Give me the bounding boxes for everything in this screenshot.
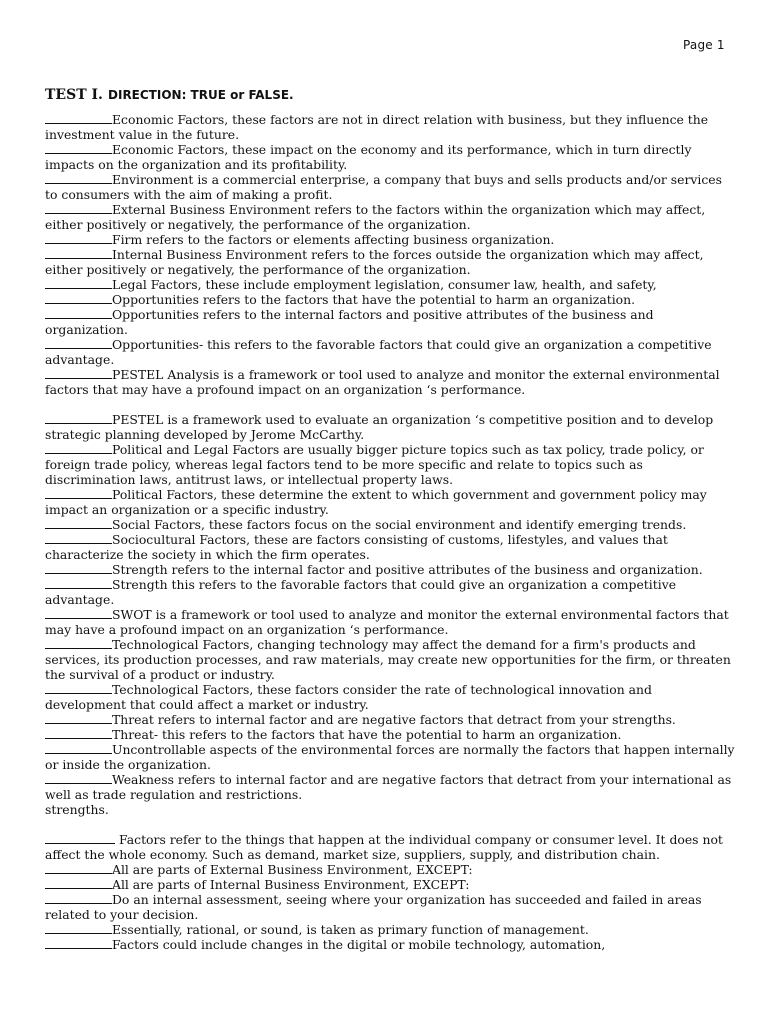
answer-blank[interactable]	[45, 727, 112, 739]
question-text: Legal Factors, these include employment legislation, consumer law, health, and safety,	[112, 277, 657, 292]
question-text: PESTEL Analysis is a framework or tool used to analyze and monitor the external environmental factors that may have a profound impact on an organization ‘s performance.	[45, 367, 720, 397]
question-item	[45, 712, 735, 727]
question-text: Strength this refers to the favorable factors that could give an organization a competitive advantage.	[45, 577, 677, 607]
question-item	[45, 577, 735, 607]
question-text: Strength refers to the internal factor and positive attributes of the business and organization.	[112, 562, 703, 577]
question-text: Sociocultural Factors, these are factors consisting of customs, lifestyles, and values that characterize the society in which the firm operates.	[45, 532, 668, 562]
question-item	[45, 682, 735, 712]
question-item	[45, 247, 735, 277]
question-text: PESTEL is a framework used to evaluate an organization ‘s competitive position and to develop strategic planning developed by Jerome McCarthy.	[45, 412, 714, 442]
answer-blank[interactable]	[45, 172, 112, 184]
answer-blank[interactable]	[45, 232, 112, 244]
question-item	[45, 802, 735, 817]
question-item	[45, 367, 735, 397]
question-text: All are parts of Internal Business Environment, EXCEPT:	[112, 877, 470, 892]
answer-blank[interactable]	[45, 862, 112, 874]
question-text: Weakness refers to internal factor and are negative factors that detract from your international as well as trade regulation and restrictions.	[45, 772, 732, 802]
answer-blank[interactable]	[45, 562, 112, 574]
question-text: Economic Factors, these factors are not in direct relation with business, but they influence the investment value in the future.	[45, 112, 709, 142]
question-item	[45, 727, 735, 742]
question-text: Threat- this refers to the factors that have the potential to harm an organization.	[112, 727, 622, 742]
answer-blank[interactable]	[45, 142, 112, 154]
answer-blank[interactable]	[45, 922, 112, 934]
question-text: Political Factors, these determine the extent to which government and government policy may impact an organization or a specific industry.	[45, 487, 707, 517]
question-item	[45, 307, 735, 337]
question-text: Economic Factors, these impact on the economy and its performance, which in turn directly impacts on the organization and its profitability.	[45, 142, 692, 172]
question-item	[45, 862, 735, 877]
page-number: Page 1	[683, 38, 725, 52]
answer-blank[interactable]	[45, 337, 112, 349]
answer-blank[interactable]	[45, 712, 112, 724]
question-item	[45, 772, 735, 802]
question-text: SWOT is a framework or tool used to analyze and monitor the external environmental factors that may have a profound impact on an organization ‘s performance.	[45, 607, 729, 637]
question-item	[45, 532, 735, 562]
question-item	[45, 487, 735, 517]
question-text: Environment is a commercial enterprise, a company that buys and sells products and/or services to consumers with the aim of making a profit.	[45, 172, 722, 202]
question-item	[45, 562, 735, 577]
question-text: Factors could include changes in the digital or mobile technology, automation,	[112, 937, 606, 952]
answer-blank[interactable]	[45, 412, 112, 424]
question-text: Essentially, rational, or sound, is taken as primary function of management.	[112, 922, 589, 937]
question-item	[45, 637, 735, 682]
question-item	[45, 607, 735, 637]
question-item	[45, 877, 735, 892]
question-text: Firm refers to the factors or elements affecting business organization.	[112, 232, 555, 247]
answer-blank[interactable]	[45, 442, 112, 454]
question-list	[45, 112, 735, 952]
answer-blank[interactable]	[45, 307, 112, 319]
question-item	[45, 412, 735, 442]
question-text: Social Factors, these factors focus on the social environment and identify emerging trends.	[112, 517, 687, 532]
question-text: Opportunities refers to the internal factors and positive attributes of the business and organization.	[45, 307, 654, 337]
question-text: strengths.	[45, 802, 109, 817]
answer-blank[interactable]	[45, 637, 112, 649]
question-text: Uncontrollable aspects of the environmental forces are normally the factors that happen internally or inside the organization.	[45, 742, 735, 772]
answer-blank[interactable]	[45, 772, 112, 784]
question-item	[45, 922, 735, 937]
question-text: Internal Business Environment refers to the forces outside the organization which may affect, either positively or negatively, the performance of the organization.	[45, 247, 704, 277]
question-item	[45, 172, 735, 202]
question-text: Threat refers to internal factor and are negative factors that detract from your strengths.	[112, 712, 676, 727]
question-text: All are parts of External Business Environment, EXCEPT:	[112, 862, 473, 877]
question-item	[45, 232, 735, 247]
test-direction: DIRECTION: TRUE or FALSE.	[108, 88, 294, 102]
question-item	[45, 277, 735, 292]
question-item	[45, 112, 735, 142]
question-text: External Business Environment refers to the factors within the organization which may affect, either positively or negatively, the performance of the organization.	[45, 202, 706, 232]
answer-blank[interactable]	[45, 877, 112, 889]
question-item	[45, 937, 735, 952]
answer-blank[interactable]	[45, 292, 112, 304]
answer-blank[interactable]	[45, 607, 112, 619]
test-heading	[45, 84, 294, 103]
answer-blank[interactable]	[45, 367, 112, 379]
answer-blank[interactable]	[45, 532, 112, 544]
test-title: TEST I.	[45, 87, 103, 103]
answer-blank[interactable]	[45, 832, 115, 844]
question-item	[45, 337, 735, 367]
question-item	[45, 292, 735, 307]
question-text: Factors refer to the things that happen at the individual company or consumer level. It does not affect the whole economy. Such as demand, market size, suppliers, supply, and distribution chain.	[45, 832, 723, 862]
question-text: Do an internal assessment, seeing where your organization has succeeded and failed in areas related to your decision.	[45, 892, 702, 922]
question-item	[45, 892, 735, 922]
answer-blank[interactable]	[45, 577, 112, 589]
answer-blank[interactable]	[45, 892, 112, 904]
question-text: Technological Factors, changing technology may affect the demand for a firm's products and services, its production processes, and raw materials, may create new opportunities for the firm, or threaten the survival of a product or industry.	[45, 637, 731, 682]
answer-blank[interactable]	[45, 517, 112, 529]
question-item	[45, 202, 735, 232]
question-text: Opportunities- this refers to the favorable factors that could give an organization a competitive advantage.	[45, 337, 712, 367]
question-item	[45, 142, 735, 172]
answer-blank[interactable]	[45, 277, 112, 289]
answer-blank[interactable]	[45, 202, 112, 214]
question-text: Opportunities refers to the factors that have the potential to harm an organization.	[112, 292, 636, 307]
answer-blank[interactable]	[45, 487, 112, 499]
answer-blank[interactable]	[45, 742, 112, 754]
question-item	[45, 832, 735, 862]
question-text: Political and Legal Factors are usually bigger picture topics such as tax policy, trade policy, or foreign trade policy, whereas legal factors tend to be more specific and relate to topics such as discrimination laws, antitrust laws, or intellectual property laws.	[45, 442, 704, 487]
question-text: Technological Factors, these factors consider the rate of technological innovation and development that could affect a market or industry.	[45, 682, 652, 712]
answer-blank[interactable]	[45, 112, 112, 124]
answer-blank[interactable]	[45, 937, 112, 949]
answer-blank[interactable]	[45, 247, 112, 259]
question-item	[45, 442, 735, 487]
question-item	[45, 517, 735, 532]
answer-blank[interactable]	[45, 682, 112, 694]
question-item	[45, 742, 735, 772]
